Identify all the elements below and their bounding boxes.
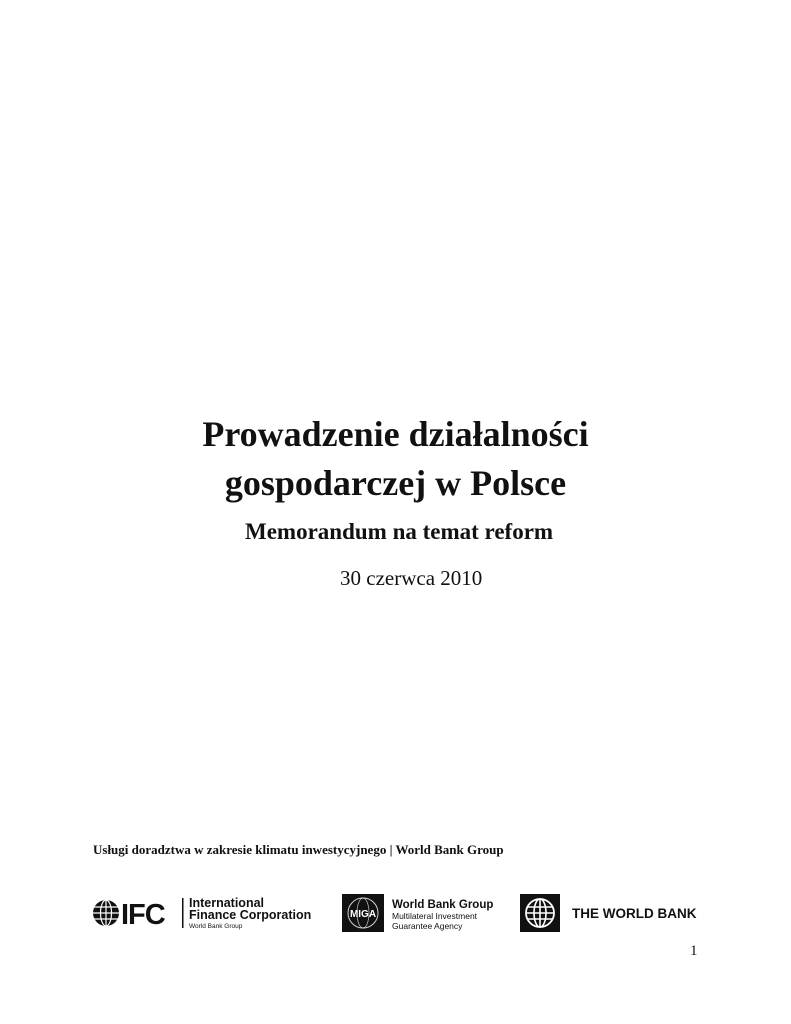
world-bank-name: THE WORLD BANK xyxy=(572,906,697,921)
title-line-1: Prowadzenie działalności xyxy=(202,414,589,454)
miga-name: World Bank Group xyxy=(392,899,494,911)
ifc-name-line1: International xyxy=(189,896,265,910)
globe-icon xyxy=(93,900,119,926)
miga-mark: MIGA xyxy=(349,909,377,920)
world-bank-logo xyxy=(520,892,704,934)
globe-icon xyxy=(526,899,554,927)
title-line-2: gospodarczej w Polsce xyxy=(224,463,567,503)
ifc-logo xyxy=(92,892,318,934)
logo-strip xyxy=(92,892,704,934)
document-subtitle: Memorandum na temat reform xyxy=(245,519,554,544)
page-number: 1 xyxy=(690,943,698,959)
ifc-name-line2: Finance Corporation xyxy=(189,908,312,922)
miga-logo xyxy=(342,892,502,934)
miga-line2: Guarantee Agency xyxy=(392,921,463,931)
document-date: 30 czerwca 2010 xyxy=(340,566,483,590)
ifc-mark: IFC xyxy=(121,899,165,931)
footer-text: Usługi doradztwa w zakresie klimatu inwestycyjnego | World Bank Group xyxy=(93,842,504,857)
ifc-tagline: World Bank Group xyxy=(189,923,243,930)
document-title xyxy=(0,410,791,508)
miga-line1: Multilateral Investment xyxy=(392,911,478,921)
